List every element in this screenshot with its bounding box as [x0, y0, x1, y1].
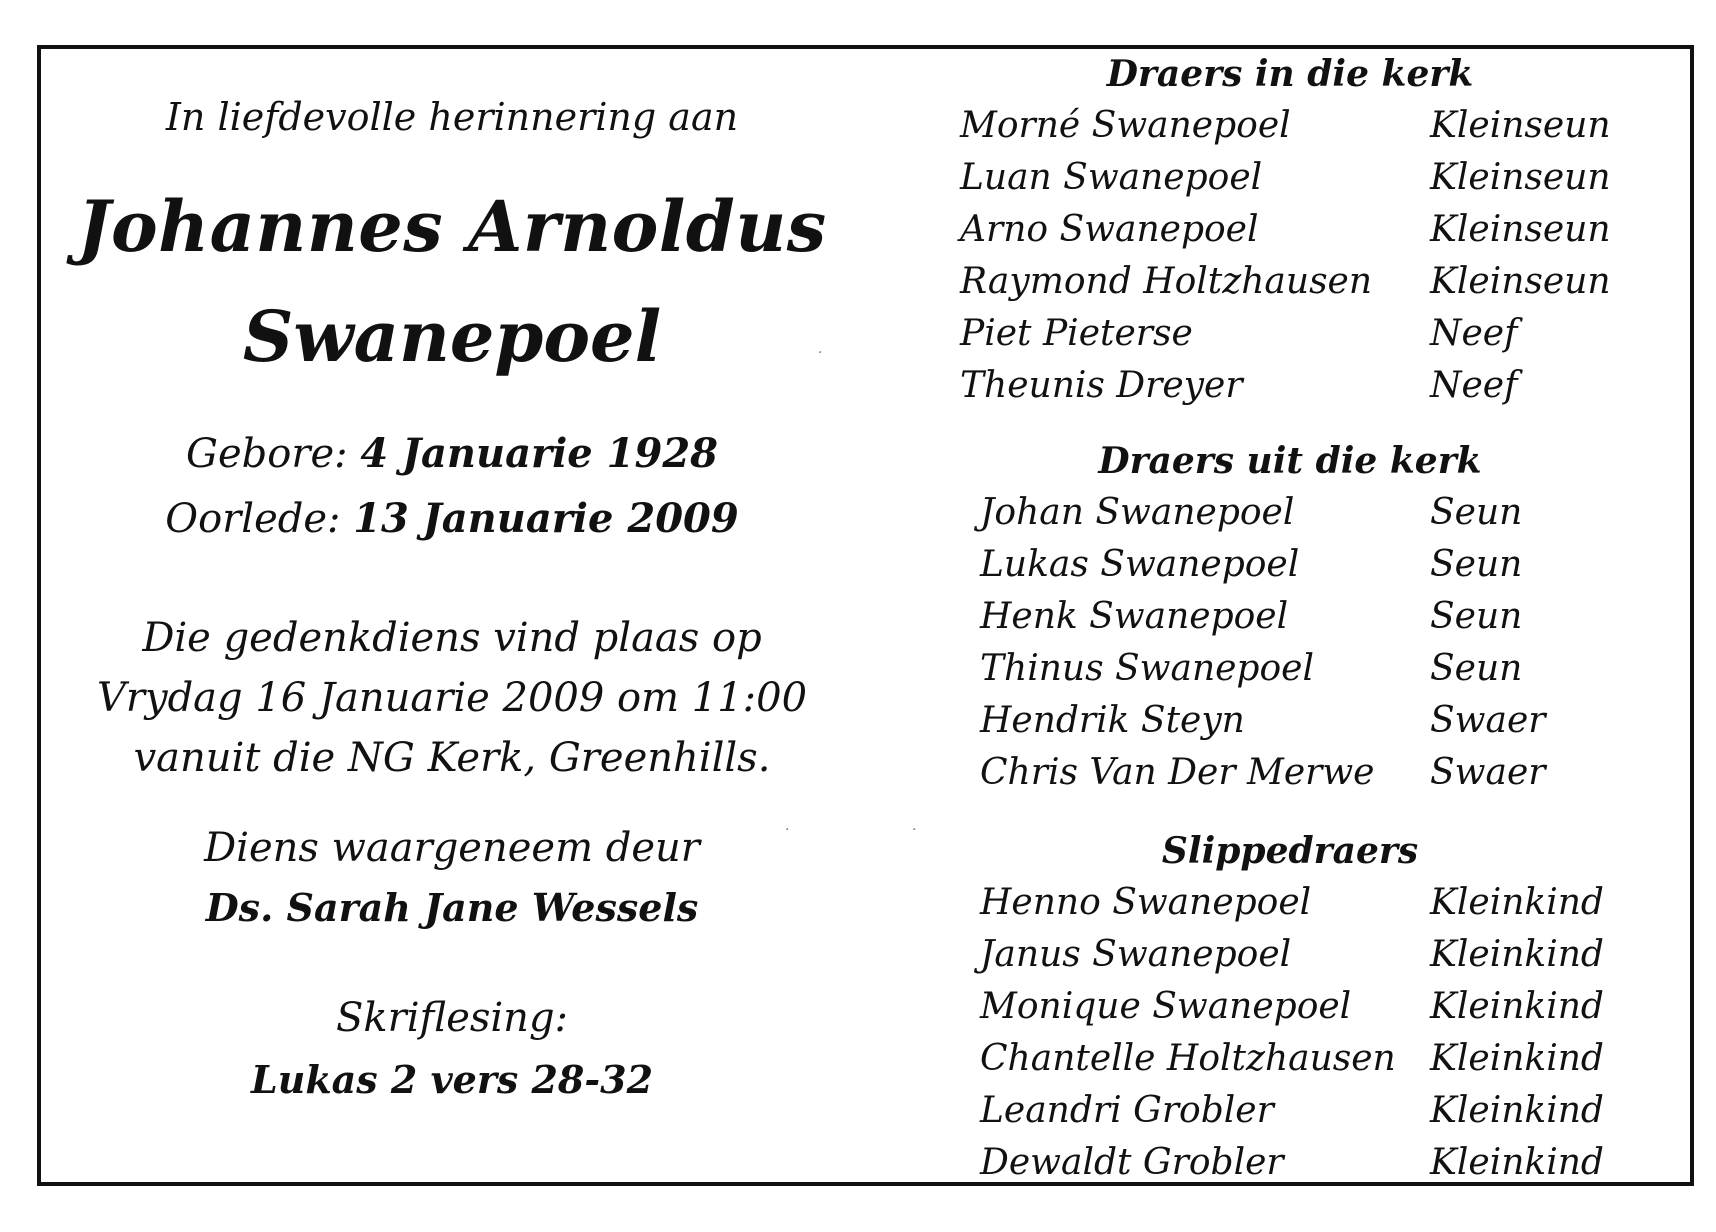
bearer-name: Lukas Swanepoel	[980, 544, 1300, 585]
bearer-name: Hendrik Steyn	[980, 700, 1245, 741]
bearer-name: Morné Swanepoel	[960, 105, 1291, 146]
bearer-relation: Kleinseun	[1430, 105, 1611, 146]
death-label: Oorlede:	[165, 496, 341, 542]
bearer-name: Chris Van Der Merwe	[980, 752, 1375, 793]
memorial-details-column	[37, 45, 867, 1186]
bearer-name: Monique Swanepoel	[980, 986, 1352, 1027]
section-title: Draers uit die kerk	[1098, 440, 1482, 482]
bearer-relation: Neef	[1430, 313, 1518, 354]
bearer-name: Piet Pieterse	[960, 313, 1193, 354]
section-title: Slippedraers	[1161, 830, 1419, 872]
death-date-line	[37, 495, 867, 542]
bearer-name: Thinus Swanepoel	[980, 648, 1314, 689]
bearer-relation: Kleinseun	[1430, 261, 1611, 302]
bearer-name: Theunis Dreyer	[960, 365, 1243, 406]
bearers-column	[960, 45, 1680, 1186]
birth-label: Gebore:	[186, 431, 348, 477]
deceased-name-line2: Swanepoel	[242, 295, 662, 378]
scan-speck: ·	[818, 345, 823, 361]
bearer-relation: Seun	[1430, 648, 1523, 689]
intro-text: In liefdevolle herinnering aan	[165, 95, 739, 139]
officiant-name: Ds. Sarah Jane Wessels	[205, 885, 699, 930]
bearer-name: Henk Swanepoel	[980, 596, 1289, 637]
bearer-relation: Kleinseun	[1430, 209, 1611, 250]
bearer-name: Leandri Grobler	[980, 1090, 1274, 1131]
bearer-relation: Kleinkind	[1430, 1142, 1604, 1183]
service-line-1: Die gedenkdiens vind plaas op	[142, 615, 762, 661]
deceased-name-line1: Johannes Arnoldus	[77, 185, 827, 268]
bearer-name: Dewaldt Grobler	[980, 1142, 1284, 1183]
section-title: Draers in die kerk	[1106, 53, 1474, 95]
bearer-name: Luan Swanepoel	[960, 157, 1263, 198]
bearer-name: Johan Swanepoel	[980, 492, 1295, 533]
officiant-label: Diens waargeneem deur	[204, 825, 700, 871]
bearer-relation: Kleinseun	[1430, 157, 1611, 198]
scripture-reference: Lukas 2 vers 28-32	[250, 1057, 654, 1102]
bearer-relation: Kleinkind	[1430, 1038, 1604, 1079]
service-line-3: vanuit die NG Kerk, Greenhills.	[133, 735, 771, 781]
bearer-relation: Kleinkind	[1430, 1090, 1604, 1131]
bearer-relation: Seun	[1430, 492, 1523, 533]
bearer-name: Raymond Holtzhausen	[960, 261, 1373, 302]
bearer-name: Chantelle Holtzhausen	[980, 1038, 1396, 1079]
scripture-label: Skriflesing:	[335, 995, 569, 1041]
bearer-relation: Neef	[1430, 365, 1518, 406]
bearer-relation: Swaer	[1430, 700, 1546, 741]
bearer-name: Henno Swanepoel	[980, 882, 1312, 923]
scan-speck: ·	[785, 822, 790, 838]
bearer-relation: Kleinkind	[1430, 882, 1604, 923]
birth-date: 4 Januarie 1928	[360, 430, 718, 477]
bearer-name: Janus Swanepoel	[980, 934, 1292, 975]
bearer-relation: Swaer	[1430, 752, 1546, 793]
scan-speck: ·	[912, 822, 917, 838]
service-line-2: Vrydag 16 Januarie 2009 om 11:00	[96, 675, 808, 721]
death-date: 13 Januarie 2009	[353, 495, 739, 542]
bearer-relation: Seun	[1430, 544, 1523, 585]
bearer-relation: Seun	[1430, 596, 1523, 637]
bearer-relation: Kleinkind	[1430, 934, 1604, 975]
birth-date-line	[37, 430, 867, 477]
bearer-relation: Kleinkind	[1430, 986, 1604, 1027]
bearer-name: Arno Swanepoel	[960, 209, 1259, 250]
